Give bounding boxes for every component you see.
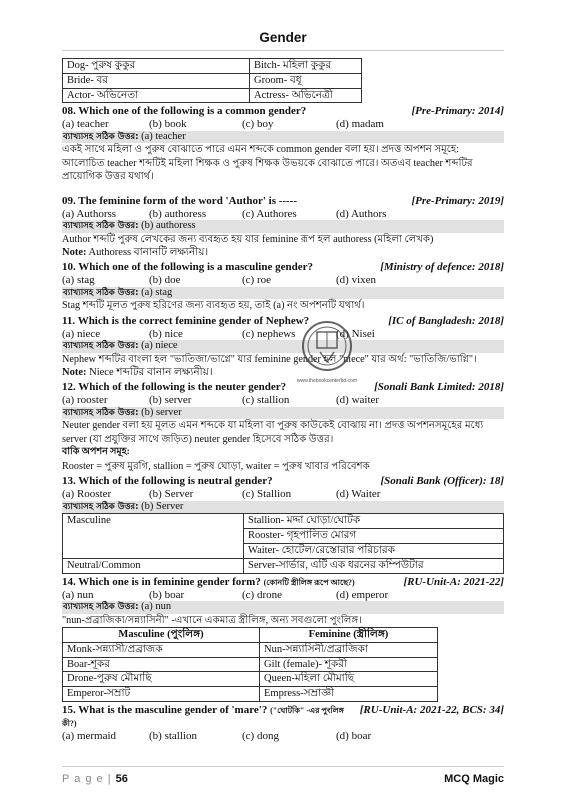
option-c: (c) dong bbox=[242, 730, 279, 743]
option-d: (d) Waiter bbox=[336, 488, 381, 501]
option-c: (c) boy bbox=[242, 118, 274, 131]
gender-pairs-table bbox=[62, 58, 362, 103]
option-a: (a) Authorss bbox=[62, 207, 117, 220]
question-source: [RU-Unit-A: 2021-22, BCS: 34] bbox=[359, 704, 504, 717]
watermark-url: www.thebookcenterbd.com bbox=[296, 378, 358, 384]
table-cell: Waiter- হোটেল/রেস্তোরার পরিচারক bbox=[244, 543, 504, 558]
question-text-bn: ("ঘোটকি" -এর পুংলিঙ্গ কী?) bbox=[62, 706, 344, 729]
option-d: (d) vixen bbox=[336, 274, 377, 287]
options-10 bbox=[62, 274, 504, 287]
question-text: 09. The feminine form of the word 'Author' is ----- bbox=[62, 194, 298, 207]
answer-13 bbox=[62, 501, 504, 514]
header-divider bbox=[62, 50, 504, 51]
table-cell: Bride- বর bbox=[63, 73, 250, 88]
option-a: (a) rooster bbox=[62, 394, 108, 407]
answer-label: ব্যাখ্যাসহ সঠিক উত্তর: bbox=[63, 287, 139, 298]
explanation-10: Stag শব্দটি মূলত পুরুষ হরিণের জন্য ব্যবহৃত হয়, তাই (a) নং অপশনটি যথার্থ। bbox=[62, 300, 365, 312]
question-9 bbox=[62, 195, 504, 208]
table-cell: Emperor-সম্রাট bbox=[63, 687, 260, 702]
table-cell: Stallion- মদ্দা ঘোড়া/ঘোটক bbox=[244, 514, 504, 529]
table-cell: Rooster- গৃহপালিত মোরগ bbox=[244, 529, 504, 544]
question-source: [Pre-Primary: 2019] bbox=[411, 194, 504, 207]
question-15 bbox=[62, 704, 504, 730]
table-row bbox=[63, 59, 362, 74]
option-c: (c) Stallion bbox=[242, 488, 292, 501]
watermark-logo bbox=[288, 316, 366, 388]
rest-options-label: বাকি অপশন সমূহ: bbox=[62, 447, 130, 458]
table-cell: Groom- বধূ bbox=[250, 73, 362, 88]
option-c: (c) Authores bbox=[242, 207, 297, 220]
option-b: (b) authoress bbox=[149, 207, 207, 220]
table-cell: Neutral/Common bbox=[63, 558, 244, 573]
option-d: (d) madam bbox=[336, 118, 384, 131]
table-row bbox=[63, 514, 504, 529]
table-cell: Actress- অভিনেত্রী bbox=[250, 88, 362, 103]
answer-value: (b) Server bbox=[141, 500, 184, 512]
answer-11 bbox=[62, 340, 504, 353]
page-number: 56 bbox=[115, 773, 128, 785]
answer-value: (a) niece bbox=[141, 340, 178, 352]
option-b: (b) server bbox=[149, 394, 192, 407]
option-c: (c) nephews bbox=[242, 327, 296, 340]
question-source: [IC of Bangladesh: 2018] bbox=[388, 314, 504, 327]
table-cell: Dog- পুরুষ কুকুর bbox=[63, 59, 250, 74]
question-source: [Sonali Bank (Officer): 18] bbox=[380, 475, 504, 488]
option-c: (c) drone bbox=[242, 588, 283, 601]
table-header-row bbox=[63, 628, 438, 643]
table-cell: Empress-সম্রাজ্ঞী bbox=[260, 687, 438, 702]
explanation-14: "nun-প্রব্রাজিকা/সন্ন্যাসিনী" -এখানে একমাত্র স্ত্রীলিঙ্গ, অন্য সবগুলো পুংলিঙ্গ। bbox=[62, 614, 362, 626]
question-source: [RU-Unit-A: 2021-22] bbox=[403, 575, 504, 588]
options-13 bbox=[62, 488, 504, 501]
column-header: Feminine (স্ত্রীলিঙ্গ) bbox=[260, 628, 438, 643]
table-cell: Gilt (female)- শূকরী bbox=[260, 657, 438, 672]
options-11 bbox=[62, 328, 504, 341]
table-row bbox=[63, 657, 438, 672]
option-a: (a) stag bbox=[62, 274, 95, 287]
answer-8 bbox=[62, 131, 504, 144]
explanation-8: একই সাথে মহিলা ও পুরুষ বোঝাতে পারে এমন শব্দকে common gender বলা হয়। প্রদত্ত অপশন সমূহে: আলোচিত teacher শব্দটিই মহিলা শিক্ষক ও পুরুষ শিক্ষক উভয়কে বোঝাতে পারে। অতএব teacher শব্দটির প্রায়োগিক উত্তর যথার্থ। bbox=[62, 144, 473, 183]
option-b: (b) book bbox=[149, 118, 187, 131]
note-text: Authoress বানানটি লক্ষ্যনীয়। bbox=[88, 247, 209, 259]
question-text: 10. Which one of the following is a masculine gender? bbox=[62, 261, 313, 274]
page-number-label bbox=[62, 773, 128, 785]
note-label: Note: bbox=[62, 367, 87, 379]
note-text: Niece শব্দটির বানান লক্ষ্যনীয়। bbox=[89, 367, 213, 379]
answer-label: ব্যাখ্যাসহ সঠিক উত্তর: bbox=[63, 602, 139, 613]
page-label: P a g e | bbox=[62, 773, 112, 785]
question-12 bbox=[62, 381, 504, 394]
table-row bbox=[63, 672, 438, 687]
question-text: 14. Which one is in feminine gender form? bbox=[62, 575, 261, 588]
table-row bbox=[63, 558, 504, 573]
option-d: (d) waiter bbox=[336, 394, 380, 407]
answer-value: (b) authoress bbox=[141, 220, 196, 232]
question-13 bbox=[62, 475, 504, 488]
table-cell: Nun-সন্ন্যাসিনী/প্রব্রাজিকা bbox=[260, 642, 438, 657]
answer-label: ব্যাখ্যাসহ সঠিক উত্তর: bbox=[63, 501, 139, 512]
table-row bbox=[63, 687, 438, 702]
option-a: (a) Rooster bbox=[62, 488, 112, 501]
footer-divider bbox=[62, 766, 504, 767]
options-9 bbox=[62, 208, 504, 221]
explanation-12: Neuter gender বলা হয় মূলত এমন শব্দকে যা মহিলা বা পুরুষ কাউকেই বোঝায় না। প্রদত্ত অপশনসমূহের মধ্যে server (যা প্রযুক্তির সাথে জড়িত) neuter gender হিসেবে সঠিক উত্তর। bbox=[62, 420, 484, 445]
explanation-11: Nephew শব্দটির বাংলা হল "ভাতিজা/ভাগ্নে" যার feminine gender হল "niece" যার অর্থ: "ভাতিজি/ভাগ্নি"। bbox=[62, 353, 477, 365]
options-8 bbox=[62, 118, 504, 131]
option-a: (a) niece bbox=[62, 327, 101, 340]
rest-options-text: Rooster = পুরুষ মুরগি, stallion = পুরুষ ঘোড়া, waiter = পুরুষ খাবার পরিবেশক bbox=[62, 460, 370, 472]
table-cell: Drone-পুরুষ মৌমাছি bbox=[63, 672, 260, 687]
note-11 bbox=[62, 366, 504, 379]
option-b: (b) boar bbox=[149, 588, 185, 601]
answer-label: ব্যাখ্যাসহ সঠিক উত্তর: bbox=[63, 131, 139, 142]
table-cell: Actor- অভিনেতা bbox=[63, 88, 250, 103]
option-d: (d) emperor bbox=[336, 588, 389, 601]
options-15 bbox=[62, 730, 504, 743]
option-d: (d) Nisei bbox=[336, 327, 375, 340]
question-11 bbox=[62, 315, 504, 328]
question-source: [Ministry of defence: 2018] bbox=[380, 261, 504, 274]
note-label: Note: bbox=[62, 247, 87, 259]
option-b: (b) Server bbox=[149, 488, 194, 501]
options-14 bbox=[62, 589, 504, 602]
note-9 bbox=[62, 246, 504, 259]
question-14 bbox=[62, 576, 504, 589]
table-cell: Server-সার্ভার, এটি এক ধরনের কম্পিউটার bbox=[244, 558, 504, 573]
question-text: 11. Which is the correct feminine gender of Nephew? bbox=[62, 314, 310, 327]
question-text: 08. Which one of the following is a common gender? bbox=[62, 105, 307, 118]
question-source: [Pre-Primary: 2014] bbox=[411, 105, 504, 118]
option-b: (b) stallion bbox=[149, 730, 197, 743]
masculine-feminine-table bbox=[62, 627, 438, 702]
option-c: (c) stallion bbox=[242, 394, 290, 407]
option-a: (a) nun bbox=[62, 588, 94, 601]
question-text: 12. Which of the following is the neuter gender? bbox=[62, 381, 287, 394]
option-a: (a) mermaid bbox=[62, 730, 117, 743]
table-cell: Queen-মহিলা মৌমাছি bbox=[260, 672, 438, 687]
question-8 bbox=[62, 105, 504, 118]
table-cell: Bitch- মহিলা কুকুর bbox=[250, 59, 362, 74]
table-row bbox=[63, 88, 362, 103]
answer-10 bbox=[62, 287, 504, 300]
neutral-gender-table bbox=[62, 513, 504, 573]
options-12 bbox=[62, 394, 504, 407]
option-b: (b) nice bbox=[149, 327, 183, 340]
answer-label: ব্যাখ্যাসহ সঠিক উত্তর: bbox=[63, 341, 139, 352]
option-a: (a) teacher bbox=[62, 118, 109, 131]
answer-value: (b) server bbox=[141, 406, 182, 418]
answer-14 bbox=[62, 601, 504, 614]
table-cell: Monk-সন্ন্যাসী/প্রব্রাজক bbox=[63, 642, 260, 657]
answer-label: ব্যাখ্যাসহ সঠিক উত্তর: bbox=[63, 407, 139, 418]
page-content bbox=[62, 58, 504, 743]
question-source: [Sonali Bank Limited: 2018] bbox=[374, 381, 504, 394]
question-text: 13. Which of the following is neutral gender? bbox=[62, 475, 273, 488]
column-header: Masculine (পুংলিঙ্গ) bbox=[63, 628, 260, 643]
option-d: (d) boar bbox=[336, 730, 372, 743]
page-title: Gender bbox=[259, 30, 307, 45]
table-row bbox=[63, 642, 438, 657]
answer-value: (a) stag bbox=[141, 286, 173, 298]
option-d: (d) Authors bbox=[336, 207, 387, 220]
question-text: 15. What is the masculine gender of 'mare'? bbox=[62, 704, 268, 717]
answer-value: (a) nun bbox=[141, 601, 172, 613]
question-text-bn: (কোনটি স্ত্রীলিঙ্গ রূপে আছে?) bbox=[263, 577, 355, 587]
table-cell: Boar-শূকর bbox=[63, 657, 260, 672]
answer-9 bbox=[62, 220, 504, 233]
option-b: (b) doe bbox=[149, 274, 181, 287]
answer-label: ব্যাখ্যাসহ সঠিক উত্তর: bbox=[63, 221, 139, 232]
table-row bbox=[63, 73, 362, 88]
question-10 bbox=[62, 261, 504, 274]
option-c: (c) roe bbox=[242, 274, 272, 287]
footer bbox=[62, 773, 504, 785]
table-cell: Masculine bbox=[63, 514, 244, 558]
brand-name: MCQ Magic bbox=[444, 773, 504, 785]
answer-12 bbox=[62, 407, 504, 420]
explanation-9: Author শব্দটি পুরুষ লেখকের জন্য ব্যবহৃত হয় যার feminine রূপ হল authoress (মহিলা লেখক) bbox=[62, 233, 434, 245]
answer-value: (a) teacher bbox=[141, 130, 186, 142]
